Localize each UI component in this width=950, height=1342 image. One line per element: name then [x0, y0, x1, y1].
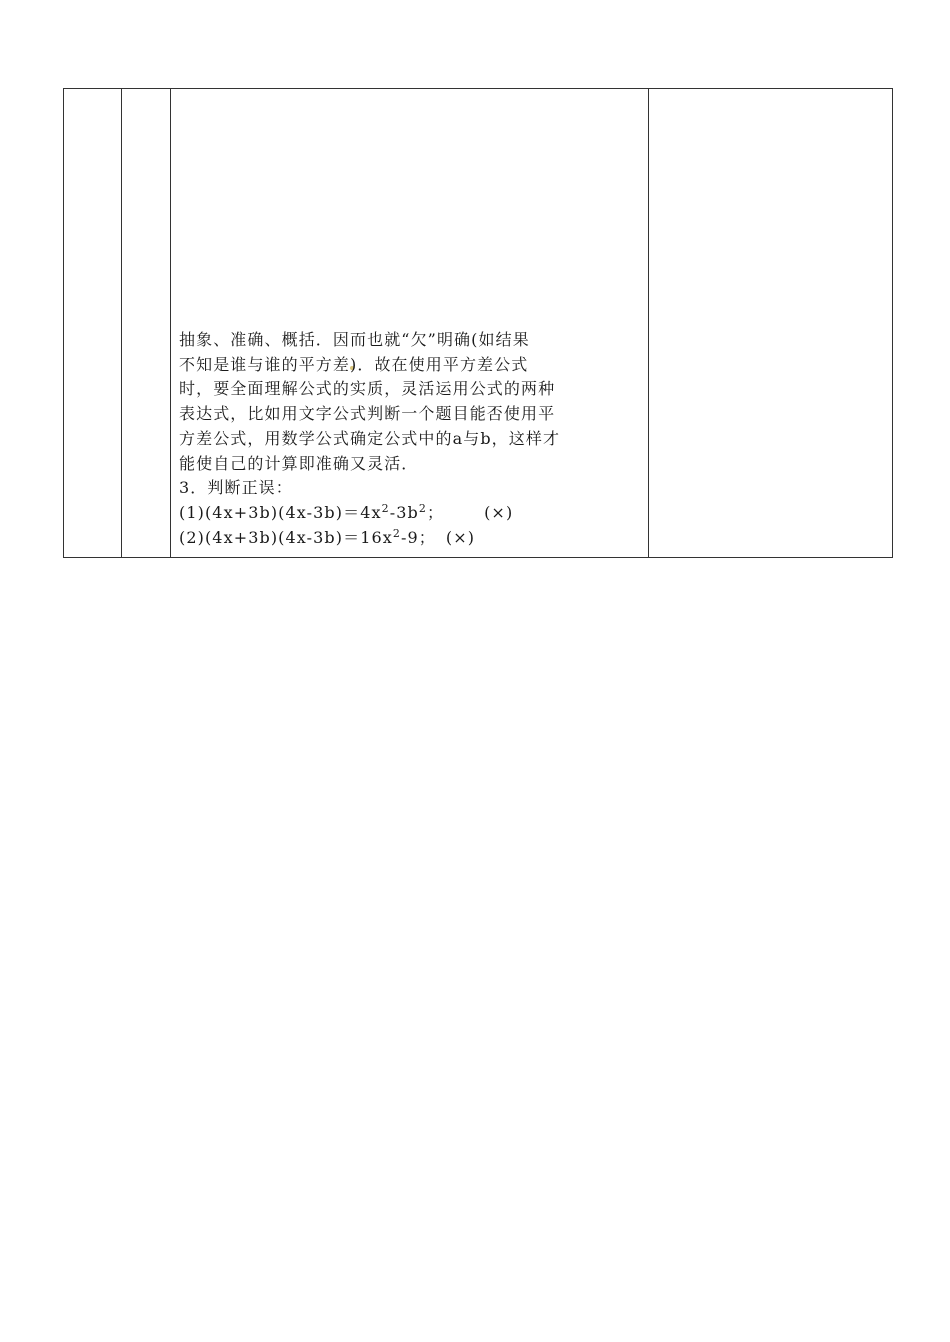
paragraph-line: 不知是谁与谁的平方差)．故在使用平方差公式: [179, 354, 529, 374]
exercise-expression: -3b: [389, 502, 419, 522]
paragraph-line: 时，要全面理解公式的实质，灵活运用公式的两种: [179, 379, 556, 399]
table-column-divider: [170, 89, 171, 557]
paragraph-line: 表达式，比如用文字公式判断一个题目能否使用平: [179, 404, 556, 424]
section-heading: 3．判断正误：: [179, 478, 293, 498]
exercise-expression: ；: [426, 502, 445, 522]
exercise-answer: (×): [445, 527, 476, 547]
paragraph-line: 方差公式，用数学公式确定公式中的a与b，这样才: [179, 428, 561, 448]
table-column-divider: [121, 89, 122, 557]
exponent: 2: [392, 526, 402, 540]
exercise-answer: (×): [484, 502, 514, 522]
paragraph-line: 能使自己的计算即准确又灵活．: [179, 453, 419, 473]
content-cell-text: [179, 328, 619, 550]
exercise-expression: -9；: [401, 527, 436, 547]
exponent: 2: [381, 501, 390, 515]
table-column-divider: [648, 89, 649, 557]
exercise-item-2: [179, 526, 619, 551]
exercise-expression: (1)(4x+3b)(4x-3b)＝4x: [179, 502, 382, 522]
exercise-item-1: [179, 501, 619, 526]
paragraph-line: 抽象、准确、概括．因而也就“欠”明确(如结果: [179, 330, 530, 349]
exercise-expression: (2)(4x+3b)(4x-3b)＝16x: [179, 527, 393, 547]
exponent: 2: [418, 501, 427, 515]
